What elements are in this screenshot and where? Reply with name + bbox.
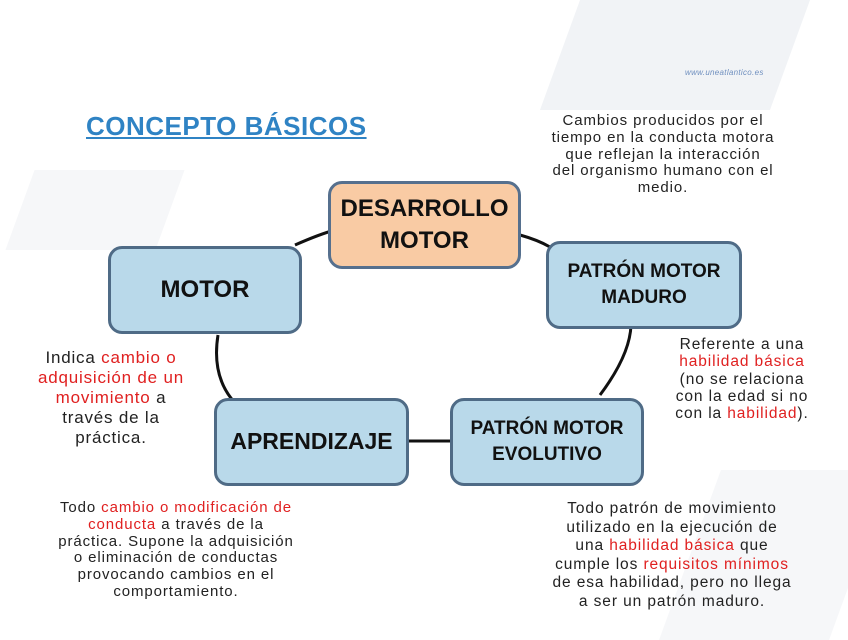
node-motor-label: MOTOR [160, 275, 250, 303]
desc-line: través de la [62, 408, 160, 428]
desc-line: o eliminación de conductas [73, 549, 279, 567]
desc-patron-maduro [662, 336, 822, 423]
desc-text: a través de la [156, 515, 264, 533]
desc-aprendizaje [26, 500, 326, 601]
desc-line: tiempo en la conducta motora [551, 128, 775, 146]
node-patron-maduro-line2: MADURO [601, 287, 687, 308]
desc-line: que reflejan la interacción [565, 145, 761, 163]
desc-highlight: conducta [88, 515, 157, 533]
connector-ring-path [600, 325, 631, 395]
desc-text: una [575, 537, 610, 555]
desc-highlight: adquisición de un [38, 368, 184, 388]
desc-motor [8, 348, 214, 448]
desc-line: medio. [637, 179, 689, 197]
desc-highlight: habilidad [727, 405, 798, 423]
node-desarrollo-motor-line1: DESARROLLO [340, 194, 509, 222]
desc-line: Cambios producidos por el [562, 112, 764, 129]
desc-highlight: requisitos mínimos [643, 555, 789, 573]
node-patron-motor-evolutivo [450, 398, 644, 486]
desc-highlight: habilidad básica [679, 353, 805, 371]
desc-desarrollo-motor [522, 113, 804, 197]
desc-text: ). [797, 405, 809, 423]
node-aprendizaje [214, 398, 409, 486]
node-patron-evolutivo-line1: PATRÓN MOTOR [470, 418, 624, 440]
desc-line: Referente a una [679, 336, 805, 353]
node-desarrollo-motor-line2: MOTOR [380, 227, 469, 254]
node-patron-maduro-line1: PATRÓN MOTOR [567, 261, 721, 283]
desc-line: (no se relaciona [679, 370, 805, 388]
desc-text: Todo [59, 499, 102, 516]
desc-line: utilizado en la ejecución de [566, 518, 778, 536]
desc-line: provocando cambios en el [77, 566, 275, 584]
node-aprendizaje-label: APRENDIZAJE [230, 428, 393, 455]
desc-highlight: movimiento [55, 388, 151, 408]
node-patron-evolutivo-line2: EVOLUTIVO [492, 444, 602, 465]
desc-line: de esa habilidad, pero no llega [552, 574, 792, 592]
desc-patron-evolutivo [520, 500, 824, 612]
page-title: CONCEPTO BÁSICOS [86, 111, 367, 141]
desc-highlight: habilidad básica [609, 537, 735, 555]
desc-highlight: cambio o [101, 348, 177, 367]
desc-line: Todo patrón de movimiento [567, 500, 777, 517]
desc-text: cumple los [555, 555, 644, 573]
node-desarrollo-motor [328, 181, 521, 269]
desc-text: que [734, 537, 769, 555]
desc-line: práctica. Supone la adquisición [58, 532, 294, 550]
desc-line: comportamiento. [113, 582, 239, 600]
watermark: www.uneatlantico.es [685, 68, 764, 77]
connector-ring-path [520, 235, 550, 247]
desc-line: del organismo humano con el [552, 162, 774, 180]
desc-text: Indica [45, 348, 102, 367]
node-motor [108, 246, 302, 334]
desc-line: práctica. [75, 428, 147, 448]
desc-text: a [150, 388, 167, 408]
desc-line: a ser un patrón maduro. [578, 592, 766, 610]
desc-highlight: cambio o modificación de [101, 499, 293, 516]
node-patron-motor-maduro [546, 241, 742, 329]
desc-text: con la [675, 405, 728, 423]
desc-line: con la edad si no [675, 388, 809, 406]
